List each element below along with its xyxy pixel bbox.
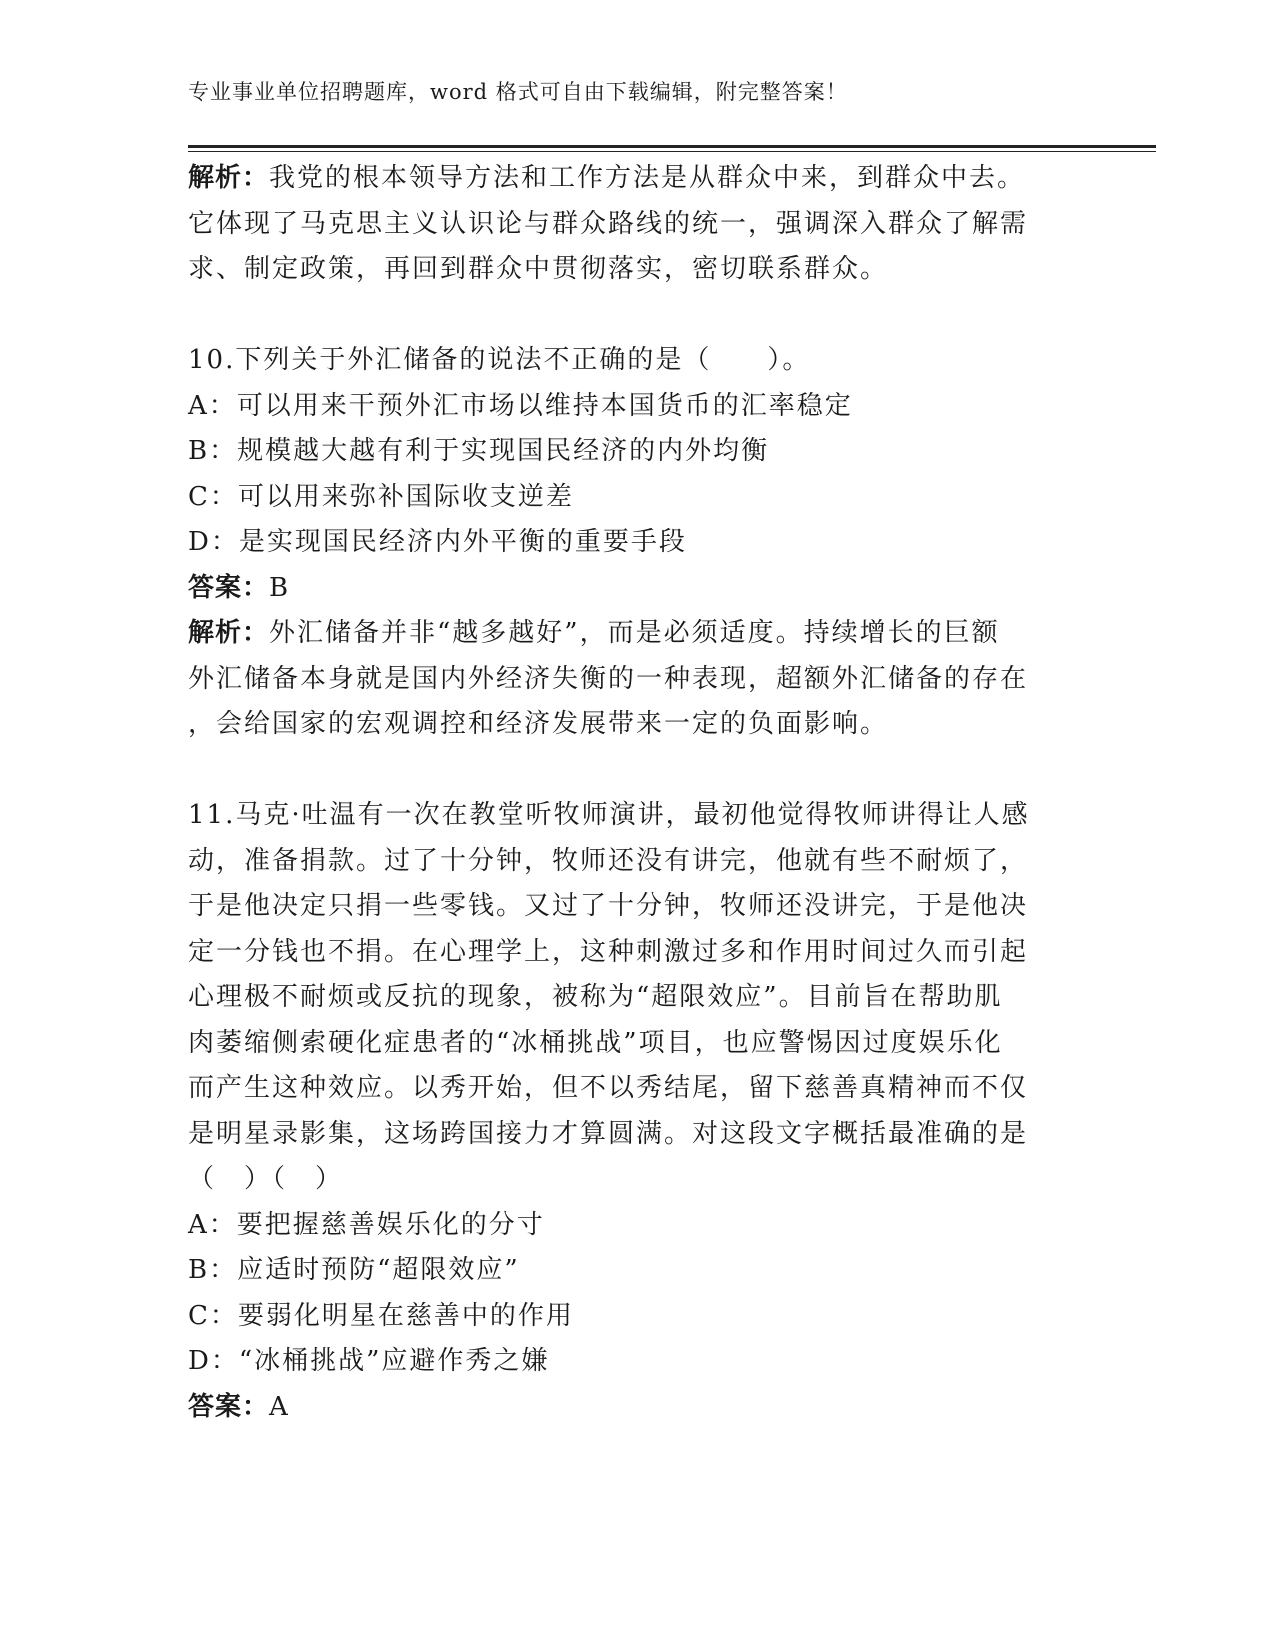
question-stem-line: 是明星录影集，这场跨国接力才算圆满。对这段文字概括最准确的是: [188, 1118, 1029, 1149]
answer-line: [188, 566, 1088, 612]
analysis-line: ，会给国家的宏观调控和经济发展带来一定的负面影响。: [188, 709, 889, 739]
analysis-line: 求、制定政策，再回到群众中贯彻落实，密切联系群众。: [188, 254, 889, 284]
document-content: [188, 156, 1088, 1430]
header-rule-thin: [188, 151, 1156, 152]
option-a: A：可以用来干预外汇市场以维持本国货币的汇率稳定: [188, 390, 853, 421]
answer-value: A: [269, 1391, 290, 1422]
spacer: [188, 748, 1088, 794]
answer-label: 答案：: [188, 572, 270, 603]
analysis-line: 它体现了马克思主义认识论与群众路线的统一，强调深入群众了解需: [188, 208, 1029, 239]
option-d: D：“冰桶挑战”应避作秀之嫌: [188, 1346, 550, 1376]
analysis-label: 解析：: [188, 618, 270, 648]
question-stem-line: 肉萎缩侧索硬化症患者的“冰桶挑战”项目，也应警惕因过度娱乐化: [188, 1027, 1003, 1058]
analysis-line: 解析：外汇储备并非“越多越好”，而是必须适度。持续增长的巨额: [188, 618, 1000, 648]
prev-analysis: [188, 156, 1088, 293]
question-stem-line: 动，准备捐款。过了十分钟，牧师还没有讲完，他就有些不耐烦了，: [188, 845, 1029, 876]
question-stem-line: 定一分钱也不捐。在心理学上，这种刺激过多和作用时间过久而引起: [188, 936, 1029, 967]
spacer: [188, 293, 1088, 339]
header-rule-thick: [188, 145, 1156, 148]
question-stem-line: 心理极不耐烦或反抗的现象，被称为“超限效应”。目前旨在帮助肌: [188, 982, 1003, 1012]
analysis-line: 解析：我党的根本领导方法和工作方法是从群众中来，到群众中去。: [188, 163, 1026, 193]
option-d: D：是实现国民经济内外平衡的重要手段: [188, 527, 687, 557]
question-stem-line: （ ）（ ）: [188, 1164, 344, 1194]
question-11: [188, 793, 1088, 1430]
option-c: C：可以用来弥补国际收支逆差: [188, 481, 574, 512]
page-header-text: 专业事业单位招聘题库，word 格式可自由下载编辑，附完整答案！: [188, 80, 848, 104]
answer-value: B: [269, 572, 291, 603]
answer-line: [188, 1385, 1088, 1431]
question-stem-line: 而产生这种效应。以秀开始，但不以秀结尾，留下慈善真精神而不仅: [188, 1073, 1029, 1103]
option-a: A：要把握慈善娱乐化的分寸: [188, 1209, 545, 1240]
question-stem: 10.下列关于外汇储备的说法不正确的是（ ）。: [188, 345, 811, 375]
question-stem-line: 11.马克·吐温有一次在教堂听牧师演讲，最初他觉得牧师讲得让人感: [188, 800, 1030, 830]
analysis-label: 解析：: [188, 163, 270, 193]
option-c: C：要弱化明星在慈善中的作用: [188, 1300, 574, 1331]
answer-label: 答案：: [188, 1391, 270, 1422]
question-stem-line: 于是他决定只捐一些零钱。又过了十分钟，牧师还没讲完，于是他决: [188, 891, 1029, 921]
question-10: [188, 338, 1088, 748]
option-b: B：规模越大越有利于实现国民经济的内外均衡: [188, 436, 770, 466]
option-b: B：应适时预防“超限效应”: [188, 1255, 520, 1285]
analysis-line: 外汇储备本身就是国内外经济失衡的一种表现，超额外汇储备的存在: [188, 663, 1029, 694]
